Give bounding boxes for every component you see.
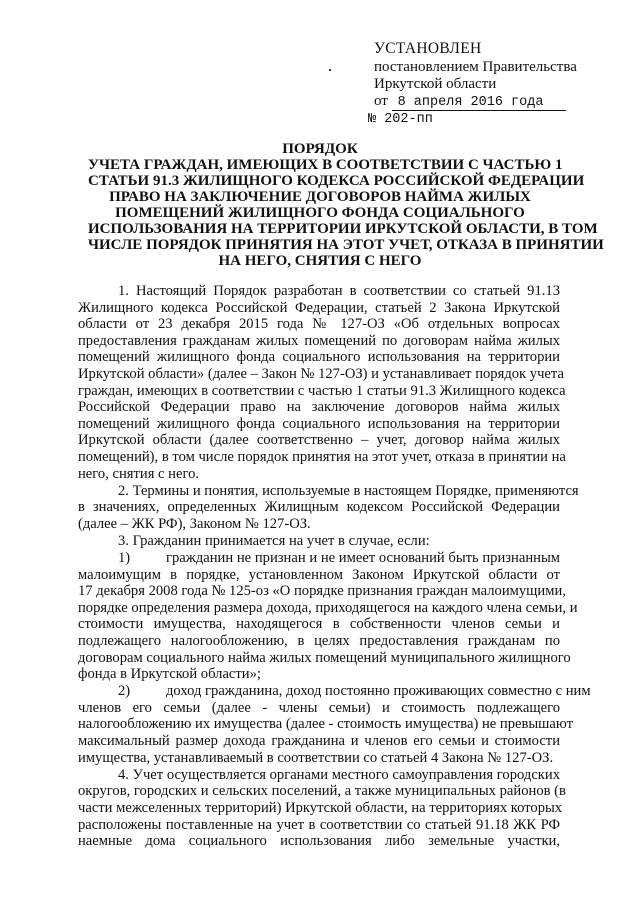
scan-speck (329, 69, 331, 71)
text-line: Иркутской области» (далее – Закон № 127-ОЗ) и устанавливает порядок учета (78, 365, 564, 382)
paragraph-4 (78, 766, 566, 850)
text-line: Жилищного кодекса Российской Федерации, статьей 2 Закона Иркутской (78, 299, 560, 316)
text-line: предоставления гражданам жилых помещений по договорам найма жилых (78, 332, 560, 349)
item-number: 2) (118, 683, 131, 700)
text-line: членов его семьи (далее - члены семьи) и стоимость подлежащего (78, 699, 560, 716)
text-line: части межселенных территорий) Иркутской области, на территориях которых (78, 799, 563, 816)
text-line: Российской Федерации право на заключение договоров найма жилых (78, 399, 560, 416)
item-text: гражданин не признан и не имеет оснований быть признанным (166, 550, 560, 566)
heading-line: УЧЕТА ГРАЖДАН, ИМЕЮЩИХ В СООТВЕТСТВИИ С ЧАСТЬЮ 1 (88, 157, 563, 173)
approval-line-1: постановлением Правительства (374, 59, 577, 75)
approval-date-row (374, 93, 577, 111)
text-line: фонда в Иркутской области»; (78, 666, 261, 683)
document-heading (88, 141, 604, 269)
text-line: 17 декабря 2008 года № 125-оз «О порядке признания граждан малоимущими, (78, 583, 566, 600)
text-line: него, снятия с него. (78, 465, 200, 482)
heading-line: ПРАВО НА ЗАКЛЮЧЕНИЕ ДОГОВОРОВ НАЙМА ЖИЛЫХ (109, 189, 531, 205)
text-line: стоимости имущества, находящегося в собственности членов семьи и (78, 616, 560, 633)
list-item-1 (78, 550, 578, 683)
paragraph-3 (78, 533, 560, 550)
item-number: 1) (118, 550, 131, 566)
text-line (78, 683, 591, 700)
approval-date-prefix: от (374, 93, 388, 109)
text-line: малоимущим в порядке, установленном Законом Иркутской области от (78, 566, 560, 583)
paragraph-2 (78, 482, 579, 533)
text-line: 4. Учет осуществляется органами местного самоуправления городских (118, 766, 560, 783)
text-line: в значениях, определенных Жилищным кодексом Российской Федерации (78, 499, 560, 516)
heading-line: ЧИСЛЕ ПОРЯДОК ПРИНЯТИЯ НА ЭТОТ УЧЕТ, ОТКАЗА В ПРИНЯТИИ (88, 237, 604, 253)
text-line: 3. Гражданин принимается на учет в случае, если: (118, 532, 430, 549)
heading-line: ПОМЕЩЕНИЙ ЖИЛИЩНОГО ФОНДА СОЦИАЛЬНОГО (115, 205, 525, 221)
text-line: 2. Термины и понятия, используемые в настоящем Порядке, применяются (118, 482, 579, 499)
approval-block (368, 40, 577, 128)
text-line: имущества, устанавливаемый в соответствии со статьей 4 Закона № 127-ОЗ. (78, 749, 554, 766)
list-item-2 (78, 683, 591, 766)
heading-line: ИСПОЛЬЗОВАНИЯ НА ТЕРРИТОРИИ ИРКУТСКОЙ ОБЛАСТИ, В ТОМ (88, 221, 598, 237)
text-line: округов, городских и сельских поселений, а также муниципальных районов (в (78, 783, 566, 800)
approval-date: 8 апреля 2016 года (392, 95, 566, 111)
text-line (78, 550, 560, 567)
text-line: граждан, имеющих в соответствии с частью 1 статьи 91.3 Жилищного кодекса (78, 382, 566, 399)
text-line: помещений), в том числе порядок принятия на этот учет, отказа в принятии на (78, 448, 566, 465)
text-line: помещений жилищного фонда социального использования на территории (78, 349, 560, 366)
approval-title: УСТАНОВЛЕН (374, 40, 482, 57)
text-line: Иркутской области (далее соответственно – учет, договор найма жилых (78, 432, 560, 449)
heading-line: ПОРЯДОК (282, 141, 358, 157)
text-line: 1. Настоящий Порядок разработан в соответствии со статьей 91.13 (118, 283, 560, 299)
approval-number: № 202-пп (368, 112, 433, 127)
text-line: порядке определения размера дохода, приходящегося на каждого члена семьи, и (78, 599, 578, 616)
text-line: помещений жилищного фонда социального использования на территории (78, 415, 560, 432)
text-line: расположены поставленные на учет в соответствии со статьей 91.18 ЖК РФ (78, 816, 560, 833)
text-line: максимальный размер дохода гражданина и членов его семьи и стоимости (78, 733, 560, 750)
text-line: наемные дома социального использования либо земельные участки, (78, 833, 560, 850)
item-text: доход гражданина, доход постоянно проживающих совместно с ним (166, 683, 591, 700)
heading-line: НА НЕГО, СНЯТИЯ С НЕГО (218, 253, 422, 269)
text-line: договорам социального найма жилых помещений муниципального жилищного (78, 649, 571, 666)
paragraph-1 (78, 283, 566, 482)
document-body (78, 283, 591, 850)
text-line: (далее – ЖК РФ), Законом № 127-ОЗ. (78, 515, 311, 532)
approval-line-2: Иркутской области (374, 76, 497, 92)
text-line: подлежащего налогообложению, в целях предоставления гражданам по (78, 632, 560, 649)
heading-line: СТАТЬИ 91.3 ЖИЛИЩНОГО КОДЕКСА РОССИЙСКОЙ ФЕДЕРАЦИИ (88, 173, 585, 189)
text-line: налогообложению их имущества (далее - стоимость имущества) не превышают (78, 716, 573, 733)
text-line: области от 23 декабря 2015 года № 127-ОЗ «Об отдельных вопросах (78, 316, 560, 333)
